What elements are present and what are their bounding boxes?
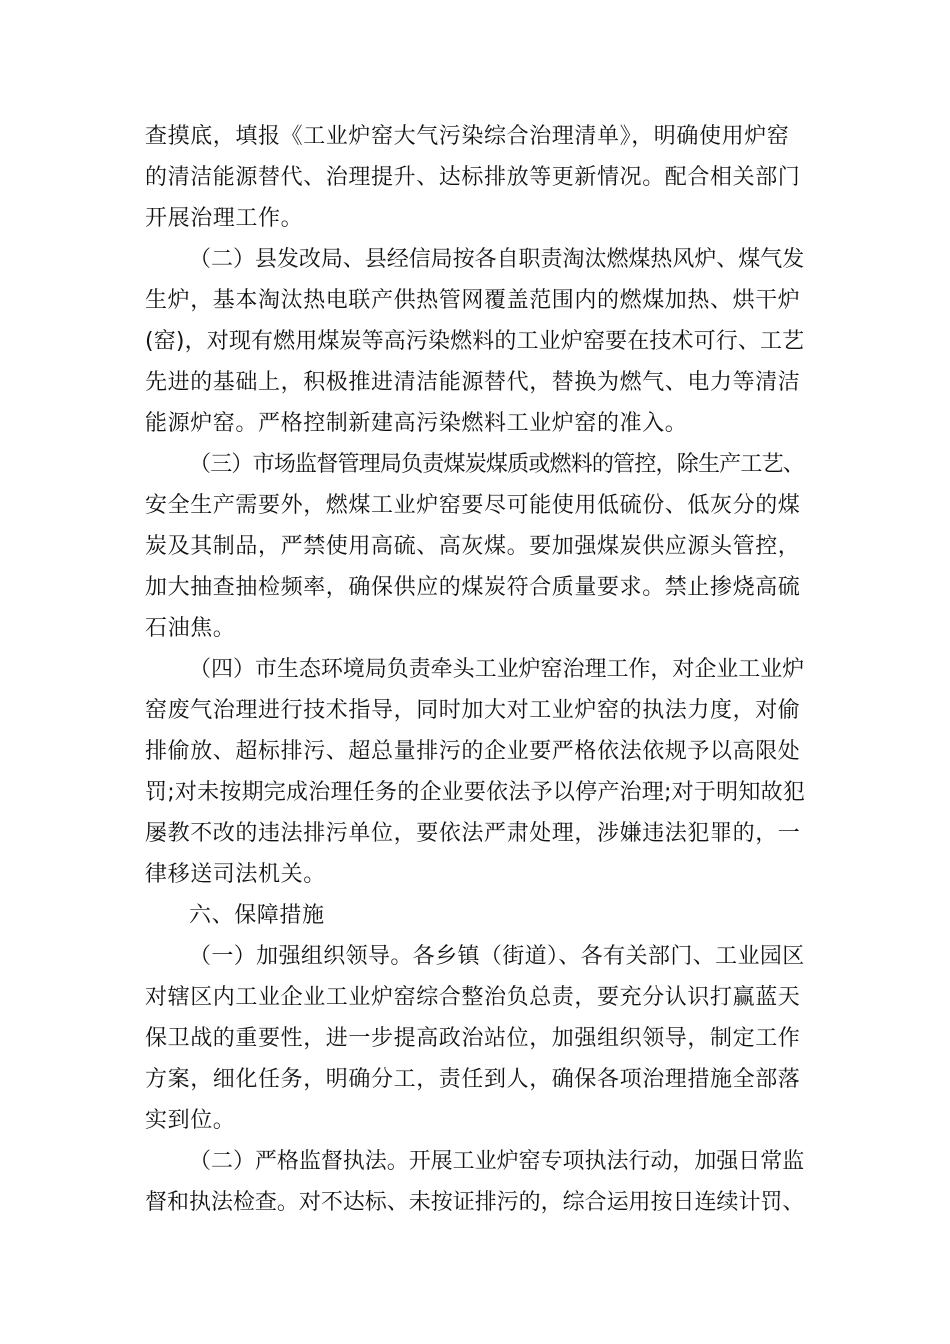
text-line: 方案，细化任务，明确分工，责任到人，确保各项治理措施全部落 [145,1067,801,1092]
text-line: 律移送司法机关。 [145,862,326,887]
text-line: 炭及其制品，严禁使用高硫、高灰煤。要加强煤炭供应源头管控， [145,534,801,559]
text-line: （一）加强组织领导。各乡镇（街道）、各有关部门、工业园区 [189,944,805,969]
text-line: 排偷放、超标排污、超总量排污的企业要严格依法依规予以高限处 [145,739,801,764]
text-line: 的清洁能源替代、治理提升、达标排放等更新情况。配合相关部门 [145,165,801,190]
text-line: 先进的基础上，积极推进清洁能源替代，替换为燃气、电力等清洁 [145,370,801,395]
text-line: 实到位。 [145,1108,236,1133]
text-line: 查摸底，填报《工业炉窑大气污染综合治理清单》，明确使用炉窑 [145,124,790,149]
text-line: 屡教不改的违法排污单位，要依法严肃处理，涉嫌违法犯罪的，一 [145,821,801,846]
text-line: 能源炉窑。严格控制新建高污染燃料工业炉窑的准入。 [145,411,688,436]
section-heading: 六、保障措施 [189,903,325,928]
text-line: 加大抽查抽检频率，确保供应的煤炭符合质量要求。禁止掺烧高硫 [145,575,801,600]
text-line: 开展治理工作。 [145,206,304,231]
text-line: （三）市场监督管理局负责煤炭煤质或燃料的管控，除生产工艺、 [189,452,805,477]
text-line: （四）市生态环境局负责牵头工业炉窑治理工作，对企业工业炉 [189,657,805,682]
text-line: (窑)，对现有燃用煤炭等高污染燃料的工业炉窑要在技术可行、工艺 [145,329,805,354]
text-line: （二）严格监督执法。开展工业炉窑专项执法行动，加强日常监 [189,1149,805,1174]
text-line: 石油焦。 [145,616,236,641]
text-line: 对辖区内工业企业工业炉窑综合整治负总责，要充分认识打赢蓝天 [145,985,801,1010]
text-line: 窑废气治理进行技术指导，同时加大对工业炉窑的执法力度，对偷 [145,698,801,723]
text-line: 罚;对未按期完成治理任务的企业要依法予以停产治理;对于明知故犯 [145,780,806,805]
text-line: 安全生产需要外，燃煤工业炉窑要尽可能使用低硫份、低灰分的煤 [145,493,801,518]
text-line: 保卫战的重要性，进一步提高政治站位，加强组织领导，制定工作 [145,1026,801,1051]
text-line: 生炉，基本淘汰热电联产供热管网覆盖范围内的燃煤加热、烘干炉 [145,288,801,313]
text-line: 督和执法检查。对不达标、未按证排污的，综合运用按日连续计罚、 [145,1190,805,1215]
text-line: （二）县发改局、县经信局按各自职责淘汰燃煤热风炉、煤气发 [189,247,805,272]
